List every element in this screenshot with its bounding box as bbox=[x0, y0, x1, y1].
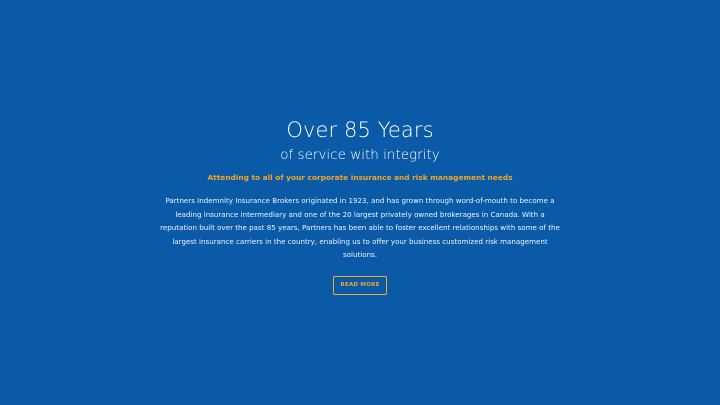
read-more-button[interactable]: READ MORE bbox=[333, 276, 386, 295]
hero-tagline: Attending to all of your corporate insurance and risk management needs bbox=[207, 173, 513, 182]
hero-title: Over 85 Years bbox=[286, 118, 434, 142]
hero-description: Partners Indemnity Insurance Brokers originated in 1923, and has grown through word-of-mouth to become a leading insurance intermediary and one of the 20 largest privately owned brokerages in Canada. With a reputation built over the past 85 years, Partners has been able to foster excellent relationships with some of the largest insurance carriers in the country, enabling us to offer your business customized risk management solutions. bbox=[160, 196, 560, 259]
hero-subtitle: of service with integrity bbox=[280, 147, 440, 163]
